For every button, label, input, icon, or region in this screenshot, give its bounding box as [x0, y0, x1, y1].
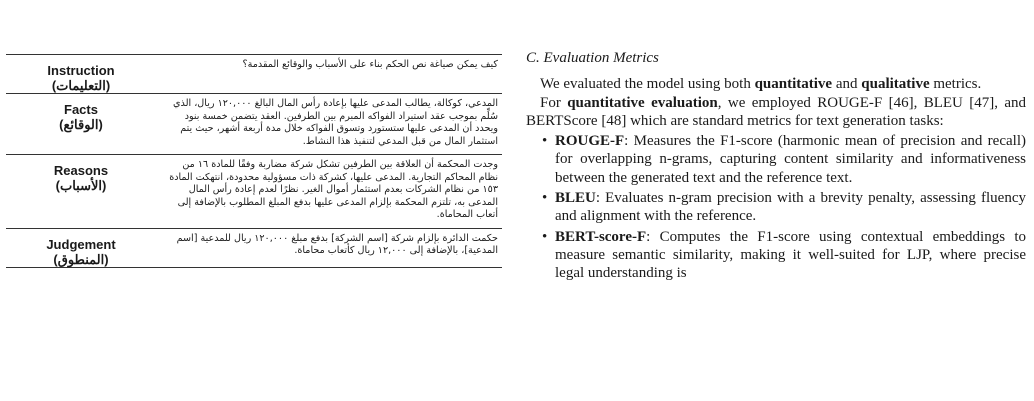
row-label-cell — [6, 155, 156, 229]
table-row-instruction — [6, 55, 502, 94]
metric-term: BERT-score-F — [555, 228, 647, 245]
text-run: We evaluated the model using both — [540, 76, 755, 93]
row-label-cell — [6, 228, 156, 267]
bullet-icon: • — [542, 133, 548, 150]
text-run: , we employed ROUGE-F [46], BLEU [47], and BERTScore [48] which are standard metrics for text generation tasks: — [526, 94, 1026, 129]
list-item-rouge — [542, 132, 1026, 187]
paragraph-intro — [526, 75, 1026, 93]
row-label-arabic: (التعليمات) — [51, 78, 111, 93]
row-label: Facts — [64, 102, 98, 117]
metric-description: : Measures the F1-score (harmonic mean of precision and recall) for overlapping n-grams, capturing content similarity and informativeness between the generated text and the reference text. — [555, 133, 1026, 186]
list-item-bleu — [542, 189, 1026, 226]
section-heading: C. Evaluation Metrics — [526, 50, 659, 66]
row-label-arabic: (الأسباب) — [55, 178, 107, 193]
text-run: For — [540, 94, 568, 111]
bold-term: qualitative — [861, 76, 930, 93]
row-label-arabic: (الوقائع) — [59, 117, 103, 132]
row-label: Instruction — [47, 63, 115, 78]
row-label: Reasons — [53, 163, 109, 178]
text-run: metrics. — [929, 76, 982, 93]
row-text: المدعي، كوكالة، يطالب المدعى عليها بإعادة رأس المال البالغ ١٢٠,٠٠٠ ريال، الذي سُلِّم بموجب عقد استيراد الفواكه المبرم بين الطرفين. العقد يتضمن خمسة بنود ويحدد أن المدعى عليها ستستورد وتسوق الفواكه خلال مدة أربعة أشهر، حيث يتم استثمار المال من قبل المدعي لتنفيذ هذا النشاط. — [156, 94, 502, 155]
metrics-list — [526, 132, 1026, 282]
row-label-cell — [6, 94, 156, 155]
table-row-facts — [6, 94, 502, 155]
row-label-cell — [6, 55, 156, 94]
row-label-arabic: (المنطوق) — [53, 251, 109, 267]
row-label: Judgement — [46, 236, 116, 252]
bullet-icon: • — [542, 228, 548, 245]
metric-description: : Computes the F1-score using contextual embeddings to measure semantic similarity, making it well-suited for LJP, where precise legal understanding is — [555, 228, 1026, 282]
row-text: حكمت الدائرة بإلزام شركة [اسم الشركة] بدفع مبلغ ١٢٠,٠٠٠ ريال للمدعية [اسم المدعية]، بالإضافة إلى ١٢,٠٠٠ ريال كأتعاب محاماة. — [156, 228, 502, 267]
row-text: كيف يمكن صياغة نص الحكم بناء على الأسباب والوقائع المقدمة؟ — [156, 55, 502, 94]
bullet-icon: • — [542, 190, 548, 207]
text-run: and — [832, 76, 862, 93]
row-text: وجدت المحكمة أن العلاقة بين الطرفين تشكل شركة مضاربة وفقًا للمادة ١٦ من نظام المحاكم التجارية. المدعى عليها، كشركة ذات مسؤولية محدودة، انتهكت المادة ١٥٣ من نظام الشركات بعدم استثمار أموال الغير. نظرًا لعدم إعادة رأس المال المدعى به، تلتزم المحكمة بإلزام المدعى عليها بدفع المبلغ المطلوب بالإضافة إلى أتعاب المحاماة. — [156, 155, 502, 229]
metric-description: : Evaluates n-gram precision with a brevity penalty, assessing fluency and alignment with the reference. — [555, 190, 1026, 225]
table-row-judgement — [6, 228, 502, 267]
list-item-bertscore — [542, 228, 1026, 283]
paragraph-quantitative — [526, 94, 1026, 131]
bold-term: quantitative — [754, 76, 833, 93]
metric-term: BLEU — [555, 190, 596, 207]
metric-term: ROUGE-F — [555, 133, 625, 150]
evaluation-metrics-section — [526, 49, 1026, 283]
table-row-reasons — [6, 155, 502, 229]
bold-term: quantitative evaluation — [567, 94, 718, 111]
case-example-table — [6, 54, 502, 268]
